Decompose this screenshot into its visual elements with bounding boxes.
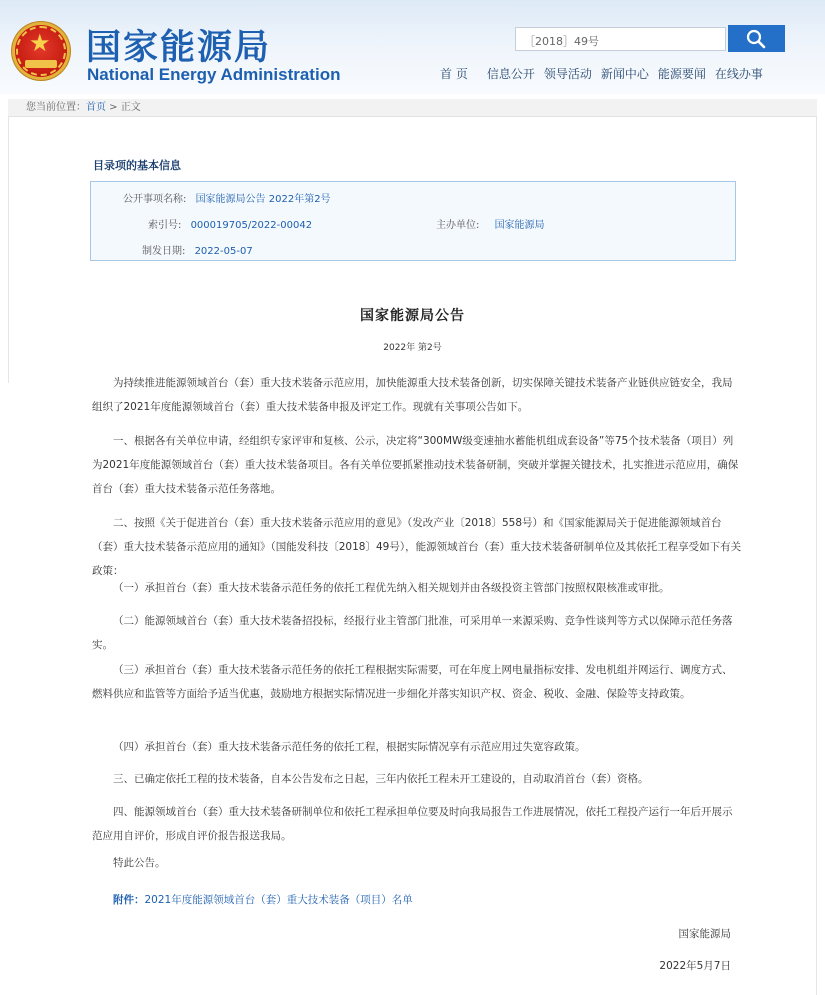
info-name-label: 公开事项名称: bbox=[123, 194, 187, 205]
site-title-english[interactable]: National Energy Administration bbox=[87, 65, 341, 84]
attachment bbox=[113, 892, 413, 907]
article-paragraph-2: 二、按照《关于促进首台（套）重大技术装备示范应用的意见》（发改产业〔2018〕558号）和《国家能源局关于促进能源领域首台（套）重大技术装备示范应用的通知》（国能发科技〔2018〕49号），能源领域首台（套）重大技术装备研制单位及其依托工程享受如下有关政策： bbox=[92, 517, 742, 577]
search-input[interactable]: ［2018］49号 bbox=[515, 27, 726, 51]
info-date-value: 2022-05-07 bbox=[194, 246, 253, 257]
right-border bbox=[816, 117, 817, 995]
nav-online-services[interactable]: 在线办事 bbox=[714, 67, 763, 81]
article-paragraph-2-4: （四）承担首台（套）重大技术装备示范任务的依托工程，根据实际情况享有示范应用过失宽容政策。 bbox=[113, 741, 586, 753]
info-index-label: 索引号: bbox=[148, 220, 182, 231]
article-title: 国家能源局公告 bbox=[360, 308, 465, 324]
search-button[interactable] bbox=[728, 25, 785, 52]
publish-date: 2022年5月7日 bbox=[659, 960, 731, 972]
info-org-label: 主办单位: bbox=[436, 220, 480, 231]
national-emblem-icon: ★ bbox=[12, 22, 70, 80]
info-index-value: 000019705/2022-00042 bbox=[190, 220, 313, 231]
info-name-value: 国家能源局公告 2022年第2号 bbox=[195, 194, 331, 205]
nav-info-disclosure[interactable]: 信息公开 bbox=[486, 67, 535, 81]
attachment-label: 附件： bbox=[113, 894, 145, 906]
article-paragraph-3: 三、已确定依托工程的技术装备，自本公告发布之日起，三年内依托工程未开工建设的，自动取消首台（套）资格。 bbox=[113, 773, 649, 785]
nav-energy-news[interactable]: 能源要闻 bbox=[657, 67, 706, 81]
info-date-label: 制发日期: bbox=[142, 246, 186, 257]
breadcrumb-current: 正文 bbox=[120, 102, 141, 113]
info-box bbox=[90, 181, 736, 261]
breadcrumb-home-link[interactable]: 首页 bbox=[86, 102, 106, 113]
article-paragraph-4: 四、能源领域首台（套）重大技术装备研制单位和依托工程承担单位要及时向我局报告工作进展情况，依托工程投产运行一年后开展示范应用自评价，形成自评价报告报送我局。 bbox=[92, 806, 733, 842]
article-paragraph-2-1: （一）承担首台（套）重大技术装备示范任务的依托工程优先纳入相关规划并由各级投资主管部门按照权限核准或审批。 bbox=[113, 582, 670, 594]
info-section-title: 目录项的基本信息 bbox=[93, 159, 181, 172]
info-org-value: 国家能源局 bbox=[494, 220, 545, 231]
search-icon bbox=[745, 29, 767, 49]
article-paragraph-2-3: （三）承担首台（套）重大技术装备示范任务的依托工程根据实际需要，可在年度上网电量指标安排、发电机组并网运行、调度方式、燃料供应和监管等方面给予适当优惠，鼓励地方根据实际情况进一步细化并落实知识产权、资金、税收、金融、保险等支持政策。 bbox=[92, 664, 733, 700]
article-paragraph-2-2: （二）能源领域首台（套）重大技术装备招投标，经报行业主管部门批准，可采用单一来源采购、竞争性谈判等方式以保障示范任务落实。 bbox=[92, 615, 733, 651]
article-closing: 特此公告。 bbox=[113, 857, 166, 869]
main-nav bbox=[440, 65, 772, 82]
breadcrumb bbox=[8, 99, 817, 117]
site-title-chinese[interactable]: 国家能源局 bbox=[86, 27, 272, 68]
breadcrumb-prefix: 您当前位置： bbox=[26, 102, 86, 113]
nav-home[interactable]: 首 页 bbox=[440, 67, 468, 81]
site-header bbox=[0, 0, 825, 94]
article-number: 2022年 第2号 bbox=[383, 343, 442, 353]
nav-leadership[interactable]: 领导活动 bbox=[543, 67, 592, 81]
article-paragraph-1: 一、根据各有关单位申请，经组织专家评审和复核、公示，决定将“300MW级变速抽水蓄能机组成套设备”等75个技术装备（项目）列为2021年度能源领域首台（套）重大技术装备项目。各有关单位要抓紧推动技术装备研制，突破并掌握关键技术，扎实推进示范应用，确保首台（套）重大技术装备示范任务落地。 bbox=[92, 435, 739, 495]
article-paragraph-intro: 为持续推进能源领域首台（套）重大技术装备示范应用，加快能源重大技术装备创新，切实保障关键技术装备产业链供应链安全，我局组织了2021年度能源领域首台（套）重大技术装备申报及评定工作。现就有关事项公告如下。 bbox=[92, 377, 733, 413]
nav-news-center[interactable]: 新闻中心 bbox=[600, 67, 649, 81]
attachment-link[interactable]: 2021年度能源领域首台（套）重大技术装备（项目）名单 bbox=[144, 894, 413, 906]
breadcrumb-separator: > bbox=[106, 102, 121, 113]
signer: 国家能源局 bbox=[678, 928, 731, 940]
